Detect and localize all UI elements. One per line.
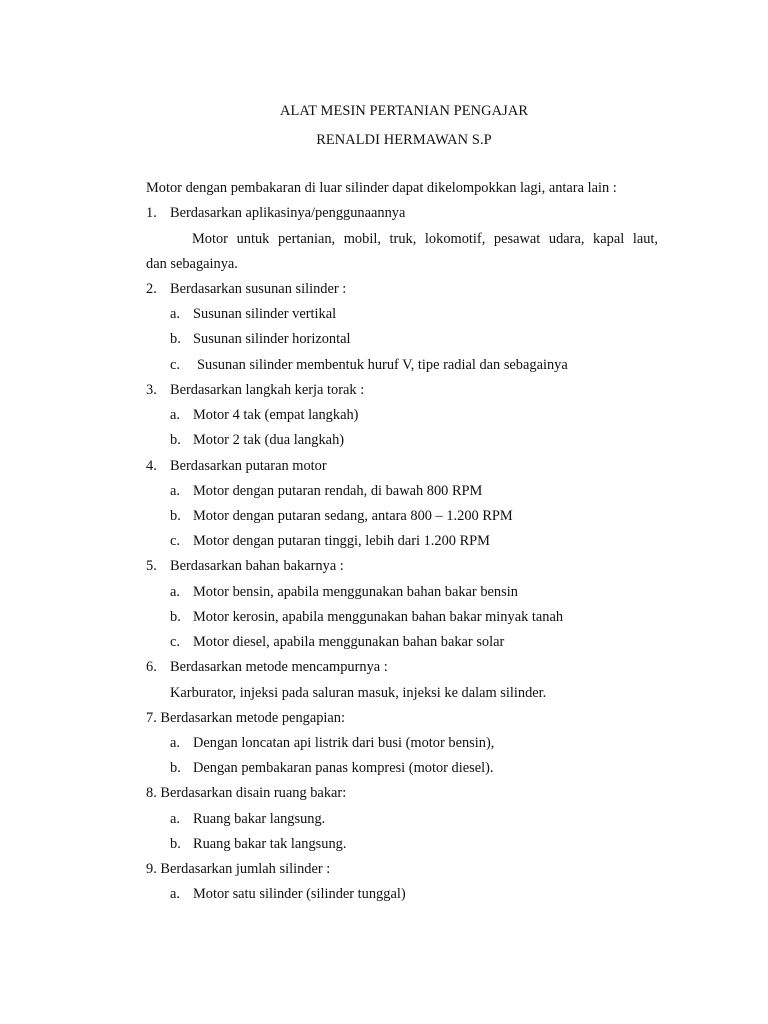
list-item-marker: b.	[170, 432, 181, 448]
section-2-heading: Berdasarkan susunan silinder :	[170, 281, 347, 297]
document-title: ALAT MESIN PERTANIAN PENGAJAR	[279, 103, 529, 119]
list-item: Motor diesel, apabila menggunakan bahan bakar solar	[193, 634, 505, 650]
section-3-heading: Berdasarkan langkah kerja torak :	[170, 382, 365, 398]
list-item: Dengan pembakaran panas kompresi (motor diesel).	[193, 760, 494, 776]
section-5-heading: Berdasarkan bahan bakarnya :	[170, 558, 344, 574]
list-item-marker: c.	[170, 357, 180, 373]
list-item-marker: a.	[170, 483, 180, 499]
list-item: Dengan loncatan api listrik dari busi (motor bensin),	[193, 735, 495, 751]
list-item: Motor satu silinder (silinder tunggal)	[193, 886, 406, 902]
list-item-marker: a.	[170, 584, 180, 600]
list-item: Susunan silinder vertikal	[193, 306, 337, 322]
list-item: Motor dengan putaran sedang, antara 800 – 1.200 RPM	[193, 508, 513, 524]
list-item: Motor bensin, apabila menggunakan bahan bakar bensin	[193, 584, 518, 600]
section-1-number: 1.	[146, 205, 157, 221]
section-1-paragraph-continued: dan sebagainya.	[146, 256, 238, 272]
list-item: Motor 4 tak (empat langkah)	[193, 407, 359, 423]
list-item: Ruang bakar tak langsung.	[193, 836, 347, 852]
section-6-heading: Berdasarkan metode mencampurnya :	[170, 659, 388, 675]
list-item-marker: b.	[170, 609, 181, 625]
section-9-heading: 9. Berdasarkan jumlah silinder :	[146, 861, 331, 877]
document-author: RENALDI HERMAWAN S.P	[316, 132, 492, 148]
list-item-marker: b.	[170, 836, 181, 852]
section-7-heading: 7. Berdasarkan metode pengapian:	[146, 710, 345, 726]
list-item: Susunan silinder membentuk huruf V, tipe radial dan sebagainya	[197, 357, 568, 373]
section-3-number: 3.	[146, 382, 157, 398]
list-item-marker: a.	[170, 811, 180, 827]
section-5-number: 5.	[146, 558, 157, 574]
list-item-marker: a.	[170, 407, 180, 423]
list-item-marker: b.	[170, 760, 181, 776]
list-item-marker: c.	[170, 634, 180, 650]
list-item-marker: b.	[170, 331, 181, 347]
list-item-marker: b.	[170, 508, 181, 524]
section-1-paragraph: Motor untuk pertanian, mobil, truk, lokomotif, pesawat udara, kapal laut,	[192, 231, 658, 247]
intro-paragraph: Motor dengan pembakaran di luar silinder dapat dikelompokkan lagi, antara lain :	[146, 180, 617, 196]
list-item: Motor dengan putaran tinggi, lebih dari 1.200 RPM	[193, 533, 490, 549]
list-item: Susunan silinder horizontal	[193, 331, 351, 347]
list-item-marker: a.	[170, 886, 180, 902]
list-item: Motor 2 tak (dua langkah)	[193, 432, 345, 448]
list-item-marker: c.	[170, 533, 180, 549]
list-item: Motor dengan putaran rendah, di bawah 800 RPM	[193, 483, 483, 499]
list-item: Motor kerosin, apabila menggunakan bahan bakar minyak tanah	[193, 609, 564, 625]
section-6-number: 6.	[146, 659, 157, 675]
list-item: Ruang bakar langsung.	[193, 811, 326, 827]
section-4-number: 4.	[146, 458, 157, 474]
section-1-heading: Berdasarkan aplikasinya/penggunaannya	[170, 205, 406, 221]
section-2-number: 2.	[146, 281, 157, 297]
list-item-marker: a.	[170, 735, 180, 751]
section-4-heading: Berdasarkan putaran motor	[170, 458, 327, 474]
list-item-marker: a.	[170, 306, 180, 322]
section-6-paragraph: Karburator, injeksi pada saluran masuk, injeksi ke dalam silinder.	[170, 685, 547, 701]
section-8-heading: 8. Berdasarkan disain ruang bakar:	[146, 785, 347, 801]
